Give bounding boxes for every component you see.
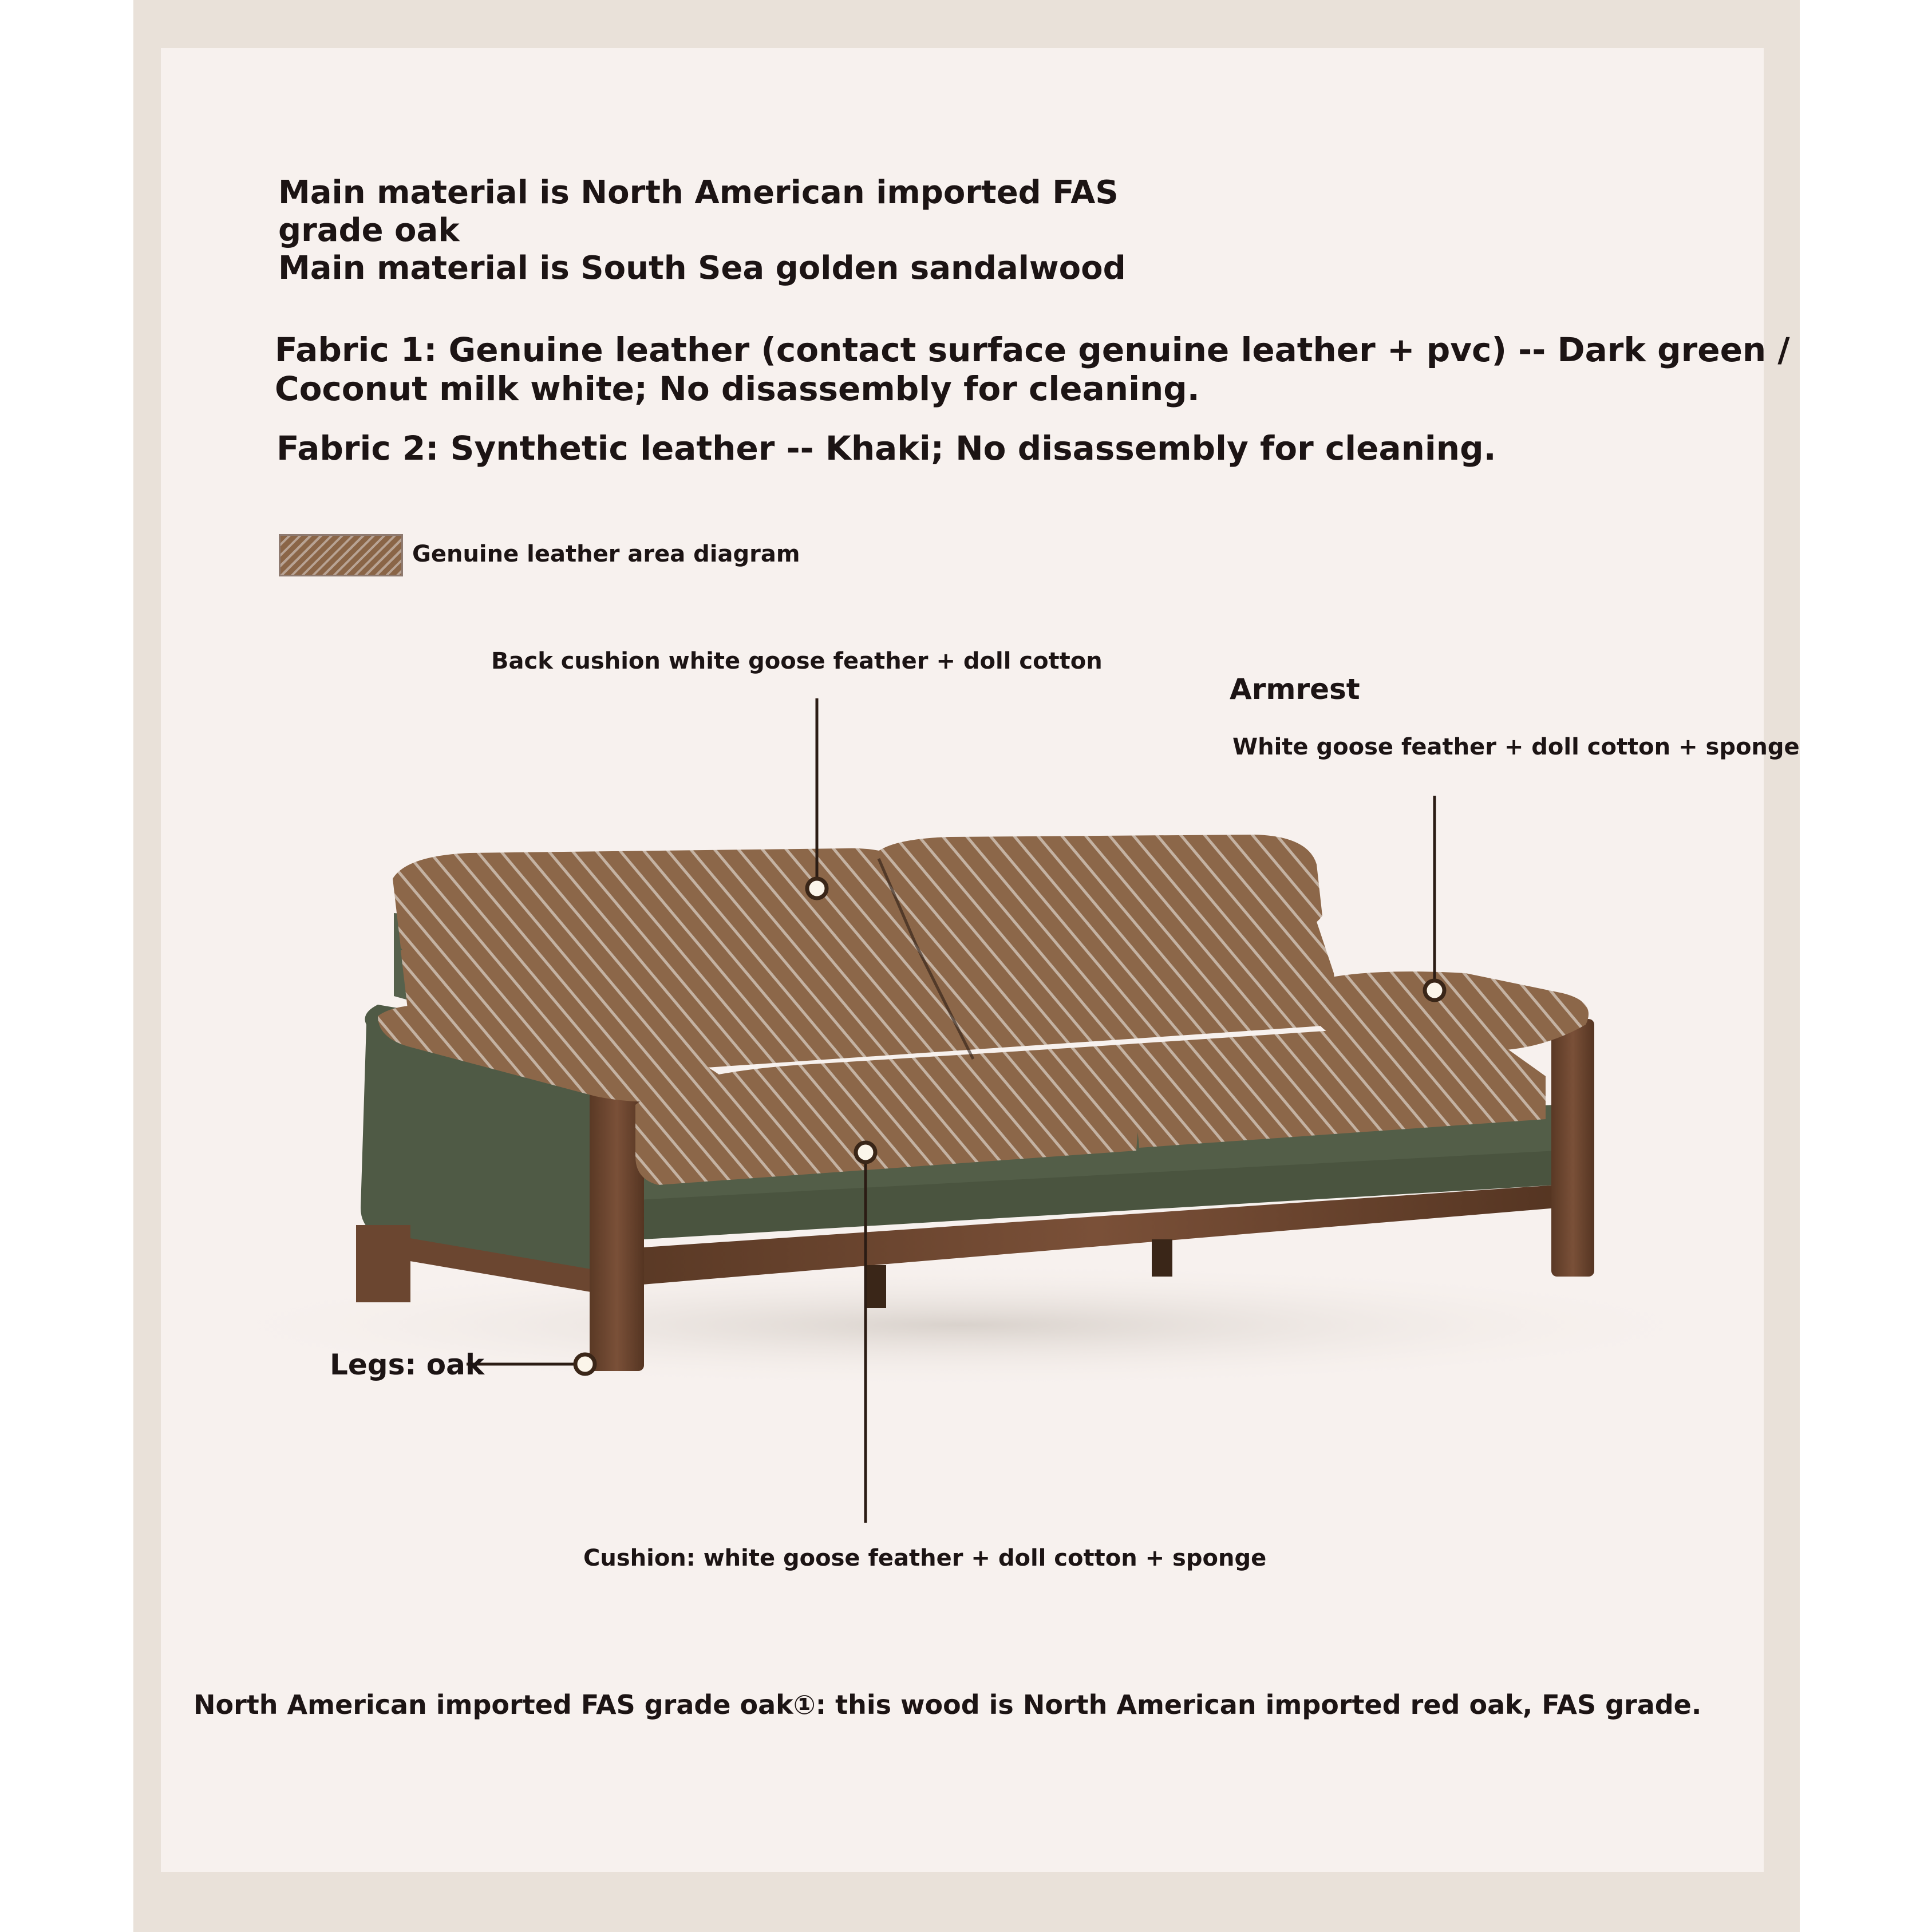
armrest-detail: White goose feather + doll cotton + sponge	[1232, 734, 1800, 760]
back-cushion-marker	[807, 879, 827, 898]
legs-marker	[575, 1354, 595, 1374]
left-rear-leg	[356, 1225, 410, 1302]
cushion-label: Cushion: white goose feather + doll cotton + sponge	[583, 1545, 1267, 1571]
fabric-1-line-2: Coconut milk white; No disassembly for cleaning.	[275, 369, 1200, 408]
leather-legend-label: Genuine leather area diagram	[412, 541, 800, 567]
cushion-marker	[856, 1143, 875, 1162]
fabric-1-line-1: Fabric 1: Genuine leather (contact surface genuine leather + pvc) -- Dark green /	[275, 330, 1790, 369]
rear-leg	[1152, 1239, 1172, 1277]
armrest-marker	[1425, 981, 1444, 1000]
oak-footnote: North American imported FAS grade oak①: this wood is North American imported red oak, FAS grade.	[193, 1689, 1702, 1720]
middle-leg	[864, 1265, 886, 1308]
material-line-2: grade oak	[278, 212, 460, 249]
material-line-3: Main material is South Sea golden sandalwood	[278, 250, 1126, 287]
back-cushion-label: Back cushion white goose feather + doll cotton	[491, 648, 1103, 674]
armrest-title: Armrest	[1230, 673, 1360, 706]
material-line-1: Main material is North American imported FAS	[278, 174, 1119, 211]
legs-label: Legs: oak	[330, 1348, 485, 1381]
right-front-post	[1551, 1019, 1594, 1277]
fabric-2-line: Fabric 2: Synthetic leather -- Khaki; No disassembly for cleaning.	[276, 429, 1496, 468]
right-armrest-pad	[1311, 971, 1589, 1050]
